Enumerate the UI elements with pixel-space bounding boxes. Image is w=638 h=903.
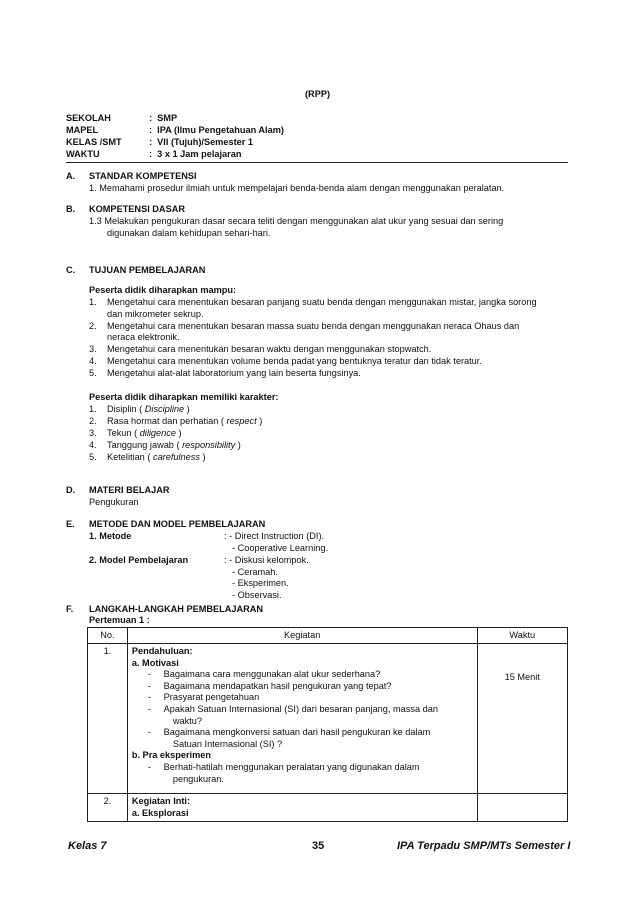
list-item-text: Bagaimana cara menggunakan alat ukur sederhana? (163, 669, 381, 680)
karakter-text: ) (175, 428, 182, 438)
karakter-term: diligence (139, 428, 176, 438)
karakter-text: ) (235, 440, 241, 450)
section-letter: A. (66, 171, 76, 181)
karakter-term: respect (226, 416, 257, 426)
section-heading: KOMPETENSI DASAR (89, 204, 185, 214)
list-item: - Bagaimana mendapatkan hasil pengukuran yang tepat? (147, 680, 392, 691)
identity-value: : 3 x 1 Jam pelajaran (149, 149, 242, 159)
kegiatan-table (87, 627, 568, 822)
subheading: Peserta didik diharapkan memiliki karakter: (89, 392, 279, 402)
karakter-text: Rasa hormat dan perhatian ( (107, 416, 227, 426)
list-item-cont: neraca elektronik. (107, 332, 180, 342)
list-item: - Prasyarat pengetahuan (147, 692, 260, 703)
karakter-text: Tanggung jawab ( (107, 440, 183, 450)
section-item-cont: digunakan dalam kehidupan sehari-hari. (107, 228, 271, 238)
section-item: 1. Memahami prosedur ilmiah untuk mempelajari benda-benda alam dengan menggunakan peralatan. (89, 183, 505, 193)
kegiatan-sub: a. Motivasi (131, 657, 179, 668)
karakter-term: Discipline (144, 404, 185, 414)
identity-value: : SMP (149, 113, 178, 123)
subheading: Peserta didik diharapkan mampu: (89, 285, 237, 295)
kegiatan-title: Pendahuluan: (131, 646, 193, 656)
model-item: - Ceramah. (232, 567, 278, 577)
karakter-term: responsibility (182, 440, 236, 450)
list-item-text: Apakah Satuan Internasional (SI) dari besaran panjang, massa dan (163, 703, 438, 714)
row-kegiatan (127, 644, 477, 794)
list-number: 5. (89, 368, 97, 378)
section-letter: E. (66, 519, 75, 529)
footer-right: IPA Terpadu SMP/MTs Semester I (397, 840, 571, 852)
list-item-cont: waktu? (172, 715, 202, 726)
section-letter: D. (66, 485, 76, 495)
row-kegiatan (127, 794, 477, 822)
section-text: Pengukuran (89, 497, 139, 507)
karakter-term: carefulness (152, 452, 200, 462)
identity-label: MAPEL (66, 125, 99, 135)
page-number: 35 (312, 840, 325, 852)
header-waktu: Waktu (477, 628, 567, 644)
list-number: 1. (89, 404, 97, 414)
model-item: : - Diskusi kelompok. (224, 555, 309, 565)
list-item: - Apakah Satuan Internasional (SI) dari besaran panjang, massa dan (147, 703, 438, 714)
section-heading: STANDAR KOMPETENSI (89, 171, 197, 181)
footer-left: Kelas 7 (68, 840, 107, 852)
table-row (88, 644, 568, 794)
list-number: 2. (89, 321, 97, 331)
model-item: - Observasi. (232, 590, 282, 600)
list-item-text: Bagaimana mendapatkan hasil pengukuran yang tepat? (163, 680, 392, 691)
list-item-text: Berhati-hatilah menggunakan peralatan yang digunakan dalam (163, 761, 420, 772)
list-item: Mengetahui cara menentukan besaran waktu dengan menggunakan stopwatch. (107, 344, 432, 354)
list-number: 3. (89, 344, 97, 354)
table-header-row (88, 628, 568, 644)
header-kegiatan: Kegiatan (127, 628, 477, 644)
list-item: Mengetahui cara menentukan volume benda padat yang bentuknya teratur dan tidak teratur. (107, 356, 482, 366)
list-number: 4. (89, 356, 97, 366)
metode-item: - Cooperative Learning. (232, 543, 329, 553)
list-item-cont: Satuan Internasional (SI) ? (172, 738, 283, 749)
list-number: 1. (89, 297, 97, 307)
karakter-text: Ketelitian ( (107, 452, 153, 462)
section-letter: C. (66, 265, 76, 275)
list-item-cont: pengukuran. (172, 773, 224, 784)
section-heading: METODE DAN MODEL PEMBELAJARAN (89, 519, 266, 529)
karakter-text: ) (256, 416, 263, 426)
metode-item: : - Direct Instruction (DI). (224, 531, 325, 541)
list-item: Mengetahui cara menentukan besaran panjang suatu benda dengan menggunakan mistar, jangka sorong (107, 297, 537, 307)
model-item: - Eksperimen. (232, 578, 289, 588)
list-item: - Bagaimana cara menggunakan alat ukur sederhana? (147, 669, 381, 680)
identity-label: WAKTU (66, 149, 100, 159)
identity-value: : VII (Tujuh)/Semester 1 (149, 137, 253, 147)
identity-value-text: 3 x 1 Jam pelajaran (157, 149, 242, 159)
identity-value-text: VII (Tujuh)/Semester 1 (157, 137, 253, 147)
list-item: Mengetahui cara menentukan besaran massa suatu benda dengan menggunakan neraca Ohaus dan (107, 321, 520, 331)
kegiatan-title: Kegiatan Inti: (131, 796, 191, 807)
identity-label: KELAS /SMT (66, 137, 122, 147)
section-heading: MATERI BELAJAR (89, 485, 170, 495)
section-item: 1.3 Melakukan pengukuran dasar secara teliti dengan menggunakan alat ukur yang sesuai dan sering (89, 216, 504, 226)
karakter-item (107, 416, 262, 426)
identity-value-text: IPA (Ilmu Pengetahuan Alam) (157, 125, 284, 135)
section-letter: B. (66, 204, 76, 214)
section-heading: TUJUAN PEMBELAJARAN (89, 265, 206, 275)
kegiatan-sub: a. Eksplorasi (131, 807, 189, 818)
list-item-text: Bagaimana mengkonversi satuan dari hasil pengukuran ke dalam (163, 727, 431, 738)
karakter-item (107, 452, 206, 462)
list-item: Mengetahui alat-alat laboratorium yang lain beserta fungsinya. (107, 368, 361, 378)
list-number: 5. (89, 452, 97, 462)
header-no: No. (88, 628, 128, 644)
identity-value-text: SMP (157, 113, 178, 123)
karakter-item (107, 428, 182, 438)
row-waktu: 15 Menit (477, 644, 567, 794)
karakter-text: ) (184, 404, 190, 414)
section-heading: LANGKAH-LANGKAH PEMBELAJARAN (89, 604, 264, 614)
list-item-text: Prasyarat pengetahuan (163, 692, 260, 703)
list-number: 3. (89, 428, 97, 438)
list-item: - Bagaimana mengkonversi satuan dari hasil pengukuran ke dalam (147, 727, 431, 738)
identity-label: SEKOLAH (66, 113, 111, 123)
karakter-item (107, 404, 190, 414)
karakter-text: Tekun ( (107, 428, 140, 438)
karakter-item (107, 440, 241, 450)
metode-label: 1. Metode (89, 531, 132, 541)
list-item: - Berhati-hatilah menggunakan peralatan yang digunakan dalam (147, 761, 420, 772)
list-number: 4. (89, 440, 97, 450)
karakter-text: ) (199, 452, 206, 462)
section-letter: F. (66, 604, 74, 614)
row-no: 2. (88, 794, 128, 822)
kegiatan-sub: b. Pra eksperimen (131, 750, 211, 761)
row-no: 1. (88, 644, 128, 794)
identity-value: : IPA (Ilmu Pengetahuan Alam) (149, 125, 284, 135)
header-divider (66, 162, 568, 163)
page-title: (RPP) (305, 89, 331, 99)
table-row (88, 794, 568, 822)
row-waktu (477, 794, 567, 822)
pertemuan-label: Pertemuan 1 : (89, 615, 150, 625)
list-number: 2. (89, 416, 97, 426)
list-item-cont: dan mikrometer sekrup. (107, 309, 204, 319)
model-label: 2. Model Pembelajaran (89, 555, 189, 565)
karakter-text: Disiplin ( (107, 404, 145, 414)
